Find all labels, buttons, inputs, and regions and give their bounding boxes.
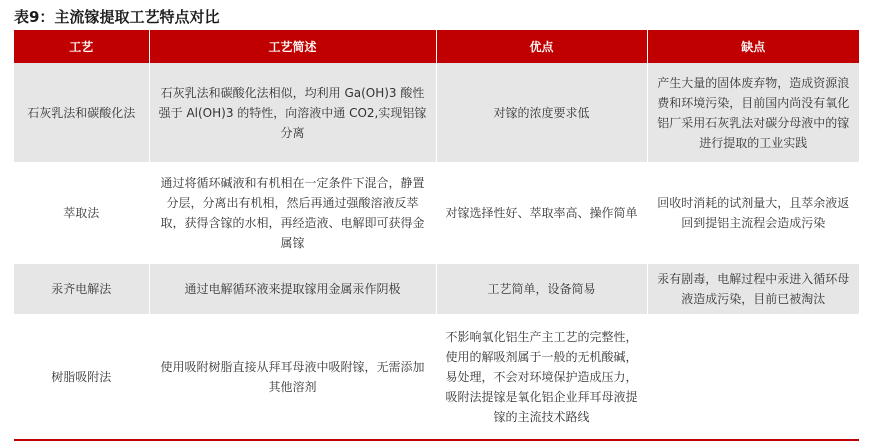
cell-disadvantages: 产生大量的固体废弃物，造成资源浪费和环境污染，目前国内尚没有氧化铝厂采用石灰乳法对碳分母液中的镓进行提取的工业实践 xyxy=(647,63,859,162)
header-advantages: 优点 xyxy=(436,30,647,63)
cell-description: 石灰乳法和碳酸化法相似，均利用 Ga(OH)3 酸性强于 Al(OH)3 的特性，向溶液中通 CO2,实现铝镓分离 xyxy=(149,63,436,162)
cell-disadvantages: 回收时消耗的试剂量大，且萃余液返回到提铝主流程会造成污染 xyxy=(647,162,859,264)
header-process: 工艺 xyxy=(14,30,149,63)
table-row xyxy=(14,63,859,162)
header-disadvantages: 缺点 xyxy=(647,30,859,63)
cell-advantages: 工艺简单，设备简易 xyxy=(436,264,647,314)
table-row xyxy=(14,264,859,314)
cell-process: 石灰乳法和碳酸化法 xyxy=(14,63,149,162)
cell-disadvantages xyxy=(647,314,859,439)
cell-advantages: 对镓选择性好、萃取率高、操作简单 xyxy=(436,162,647,264)
cell-advantages: 对镓的浓度要求低 xyxy=(436,63,647,162)
cell-process: 汞齐电解法 xyxy=(14,264,149,314)
cell-process: 萃取法 xyxy=(14,162,149,264)
header-row xyxy=(14,30,859,63)
header-description: 工艺简述 xyxy=(149,30,436,63)
cell-disadvantages: 汞有剧毒，电解过程中汞进入循环母液造成污染，目前已被淘汰 xyxy=(647,264,859,314)
cell-advantages: 不影响氧化铝生产主工艺的完整性，使用的解吸剂属于一般的无机酸碱，易处理，不会对环境保护造成压力，吸附法提镓是氧化铝企业拜耳母液提镓的主流技术路线 xyxy=(436,314,647,439)
table-row xyxy=(14,162,859,264)
cell-description: 通过将循环碱液和有机相在一定条件下混合，静置分层，分离出有机相，然后再通过强酸溶液反萃取，获得含镓的水相，再经造液、电解即可获得金属镓 xyxy=(149,162,436,264)
cell-description: 使用吸附树脂直接从拜耳母液中吸附镓，无需添加其他溶剂 xyxy=(149,314,436,439)
table-row xyxy=(14,314,859,439)
cell-process: 树脂吸附法 xyxy=(14,314,149,439)
cell-description: 通过电解循环液来提取镓用金属汞作阴极 xyxy=(149,264,436,314)
table-title: 表9：主流镓提取工艺特点对比 xyxy=(14,8,220,26)
process-comparison-table xyxy=(14,30,859,439)
